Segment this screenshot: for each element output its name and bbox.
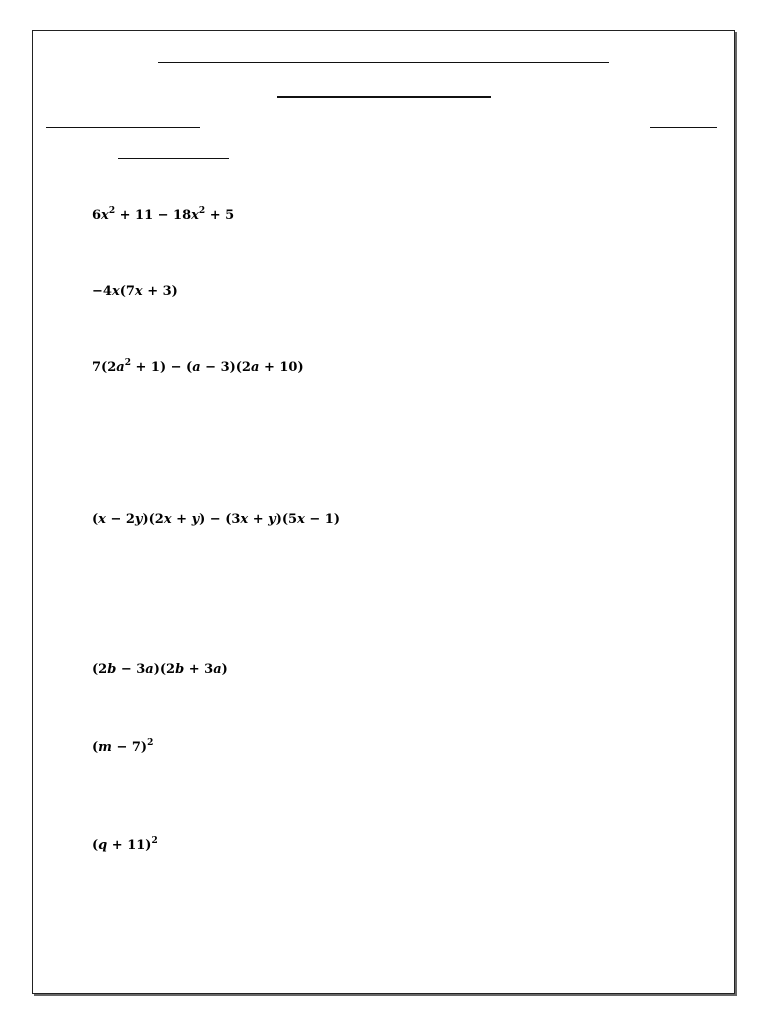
problem-1: $6x^2 + 11 - 18x^2 + 5$ [92,206,235,223]
date-blank-line [650,127,717,128]
name-blank-line [46,127,200,128]
problem-2: −4x(7x + 3) [92,284,178,299]
subtitle-blank-line [277,96,491,98]
problem-3: $7(2a^2 + 1) - (a - 3)(2a + 10)$ [92,358,304,375]
problem-6: $(m - 7)^2$ [92,738,154,755]
problem-4: (x − 2y)(2x + y) − (3x + y)(5x − 1) [92,512,340,527]
title-blank-line [158,62,609,63]
section-blank-line [118,158,229,159]
problem-5: (2b − 3a)(2b + 3a) [92,662,228,677]
problem-7: $(q + 11)^2$ [92,836,158,853]
